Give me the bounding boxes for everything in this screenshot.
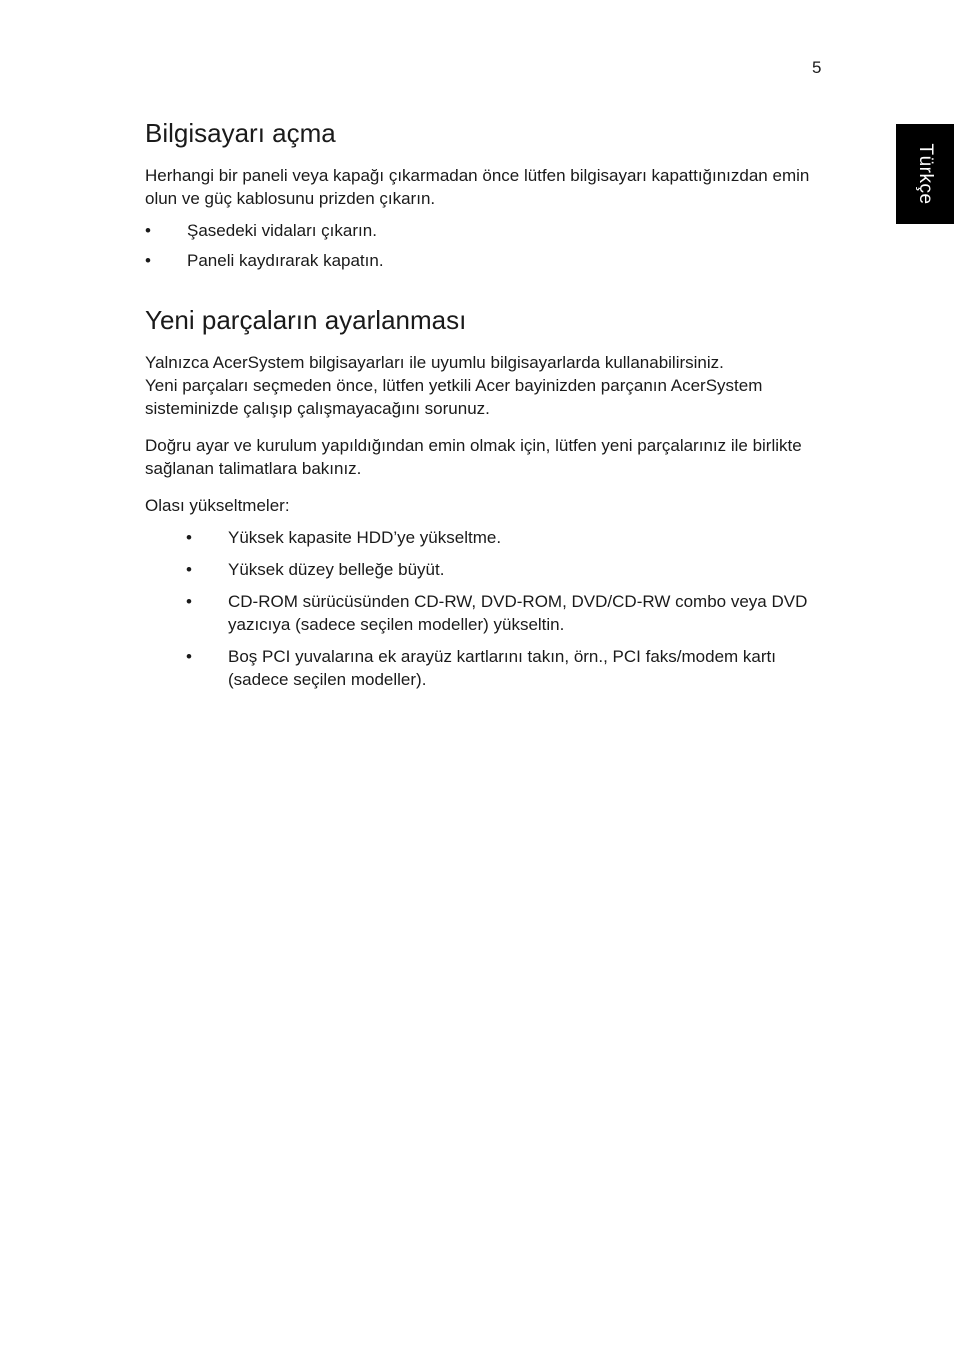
section-title-opening-computer: Bilgisayarı açma [145, 118, 336, 148]
section2-paragraph1-line1: Yalnızca AcerSystem bilgisayarları ile uyumlu bilgisayarlarda kullanabilirsiniz. [145, 353, 724, 372]
list-item-text: Yüksek düzey belleğe büyüt. [228, 560, 445, 579]
list-item [145, 219, 830, 242]
bullet-icon: • [145, 251, 151, 270]
upgrades-list [186, 526, 836, 700]
list-item-text: Yüksek kapasite HDD’ye yükseltme. [228, 528, 502, 547]
upgrades-label: Olası yükseltmeler: [145, 496, 290, 515]
list-item-text: Boş PCI yuvalarına ek arayüz kartlarını takın, örn., PCI faks/modem kartı (sadece seçilen modeller). [228, 647, 776, 689]
list-item [145, 249, 830, 272]
list-item [186, 645, 836, 691]
section-title-new-parts: Yeni parçaların ayarlanması [145, 305, 467, 335]
language-tab [896, 124, 954, 224]
list-item-text: Şasedeki vidaları çıkarın. [187, 221, 377, 240]
list-item [186, 558, 836, 581]
bullet-icon: • [186, 647, 192, 666]
section2-paragraph1-line2: Yeni parçaları seçmeden önce, lütfen yetkili Acer bayinizden parçanın AcerSystem sisteminizde çalışıp çalışmayacağını sorunuz. [145, 376, 763, 418]
section1-paragraph: Herhangi bir paneli veya kapağı çıkarmadan önce lütfen bilgisayarı kapattığınızdan emin olun ve güç kablosunu prizden çıkarın. [145, 166, 810, 208]
bullet-icon: • [186, 528, 192, 547]
bullet-icon: • [145, 221, 151, 240]
bullet-icon: • [186, 560, 192, 579]
opening-steps-list [145, 219, 830, 279]
list-item-text: Paneli kaydırarak kapatın. [187, 251, 384, 270]
list-item [186, 526, 836, 549]
list-item [186, 590, 836, 636]
bullet-icon: • [186, 592, 192, 611]
section2-paragraph1 [145, 351, 830, 420]
language-tab-label: Türkçe [915, 143, 936, 205]
list-item-text: CD-ROM sürücüsünden CD-RW, DVD-ROM, DVD/CD-RW combo veya DVD yazıcıya (sadece seçilen modeller) yükseltin. [228, 592, 808, 634]
page-number: 5 [812, 58, 822, 77]
section2-paragraph2: Doğru ayar ve kurulum yapıldığından emin olmak için, lütfen yeni parçalarınız ile birlikte sağlanan talimatlara bakınız. [145, 436, 802, 478]
